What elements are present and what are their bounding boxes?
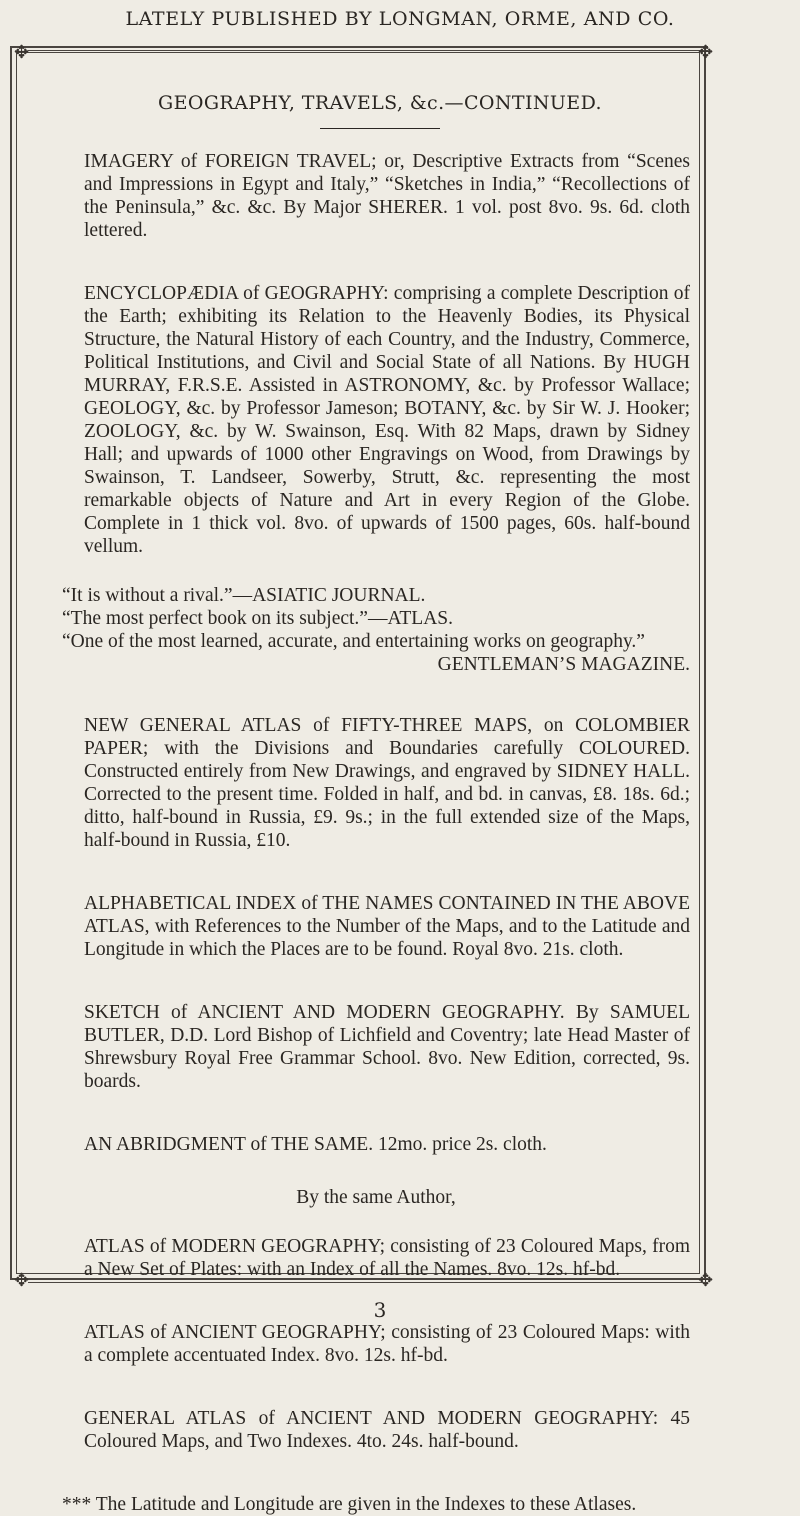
quote: “The most perfect book on its subject.”—ATLAS.	[62, 608, 453, 629]
bottom-rule	[28, 1278, 708, 1283]
corner-ornament-icon: ✥	[698, 42, 714, 63]
entry-abridgment: AN ABRIDGMENT of THE SAME. 12mo. price 2s. cloth.	[84, 1134, 547, 1155]
entry-atlas-ancient: ATLAS of ANCIENT GEOGRAPHY; consisting of 23 Coloured Maps: with a complete accentuated Index. 8vo. 12s. hf-bd.	[84, 1322, 690, 1366]
corner-ornament-icon: ✥	[14, 1270, 30, 1291]
corner-ornament-icon: ✥	[14, 42, 30, 63]
entry-alphabetical-index: ALPHABETICAL INDEX of THE NAMES CONTAINED IN THE ABOVE ATLAS, with References to the Number of the Maps, and to the Latitude and Longitude in which the Places are to be found. Royal 8vo. 21s. cloth.	[84, 893, 690, 960]
quote: “One of the most learned, accurate, and entertaining works on geography.”	[62, 631, 645, 652]
entry-sketch-geography: SKETCH of ANCIENT AND MODERN GEOGRAPHY. By SAMUEL BUTLER, D.D. Lord Bishop of Lichfield and Coventry; late Head Master of Shrewsbury Royal Free Grammar School. 8vo. New Edition, corrected, 9s. boards.	[84, 1002, 690, 1092]
page-number: 3	[373, 1298, 387, 1322]
entry-general-atlas: NEW GENERAL ATLAS of FIFTY-THREE MAPS, on COLOMBIER PAPER; with the Divisions and Boundaries carefully COLOURED. Constructed entirely from New Drawings, and engraved by SIDNEY HALL. Corrected to the present time. Folded in half, and bd. in canvas, £8. 18s. 6d.; ditto, half-bound in Russia, £9. 9s.; in the full extended size of the Maps, half-bound in Russia, £10.	[84, 715, 690, 851]
section-title: GEOGRAPHY, TRAVELS, &c.—CONTINUED.	[158, 92, 602, 114]
entry-encyclopaedia: ENCYCLOPÆDIA of GEOGRAPHY: comprising a complete Description of the Earth; exhibiting its Relation to the Heavenly Bodies, its Physical Structure, the Natural History of each Country, and the Industry, Commerce, Political Institutions, and Civil and Social State of all Nations. By HUGH MURRAY, F.R.S.E. Assisted in ASTRONOMY, &c. by Professor Wallace; GEOLOGY, &c. by Professor Jameson; BOTANY, &c. by Sir W. J. Hooker; ZOOLOGY, &c. by W. Swainson, Esq. With 82 Maps, drawn by Sidney Hall; and upwards of 1000 other Engravings on Wood, from Drawings by Swainson, T. Landseer, Sowerby, Strutt, &c. representing the most remarkable objects of Nature and Art in every Region of the Globe. Complete in 1 thick vol. 8vo. of upwards of 1500 pages, 60s. half-bound vellum.	[84, 283, 690, 557]
title-rule	[320, 128, 440, 129]
same-author-label: By the same Author,	[296, 1187, 456, 1208]
entry-imagery: IMAGERY of FOREIGN TRAVEL; or, Descriptive Extracts from “Scenes and Impressions in Egypt and Italy,” “Sketches in India,” “Recollections of the Peninsula,” &c. &c. By Major SHERER. 1 vol. post 8vo. 9s. 6d. cloth lettered.	[84, 151, 690, 241]
corner-ornament-icon: ✥	[698, 1270, 714, 1291]
entry-atlas-modern: ATLAS of MODERN GEOGRAPHY; consisting of 23 Coloured Maps, from a New Set of Plates: with an Index of all the Names. 8vo. 12s. hf-bd.	[84, 1236, 690, 1280]
review-quotes	[62, 584, 690, 676]
quote-attribution: GENTLEMAN’S MAGAZINE.	[437, 654, 690, 675]
running-head: LATELY PUBLISHED BY LONGMAN, ORME, AND CO.	[125, 8, 675, 30]
top-rule	[28, 46, 708, 51]
quote: “It is without a rival.”—ASIATIC JOURNAL.	[62, 585, 426, 606]
entry-general-atlas-ancient-modern: GENERAL ATLAS of ANCIENT AND MODERN GEOGRAPHY: 45 Coloured Maps, and Two Indexes. 4to. 24s. half-bound.	[84, 1408, 690, 1452]
footnote: *** The Latitude and Longitude are given in the Indexes to these Atlases.	[62, 1494, 637, 1515]
